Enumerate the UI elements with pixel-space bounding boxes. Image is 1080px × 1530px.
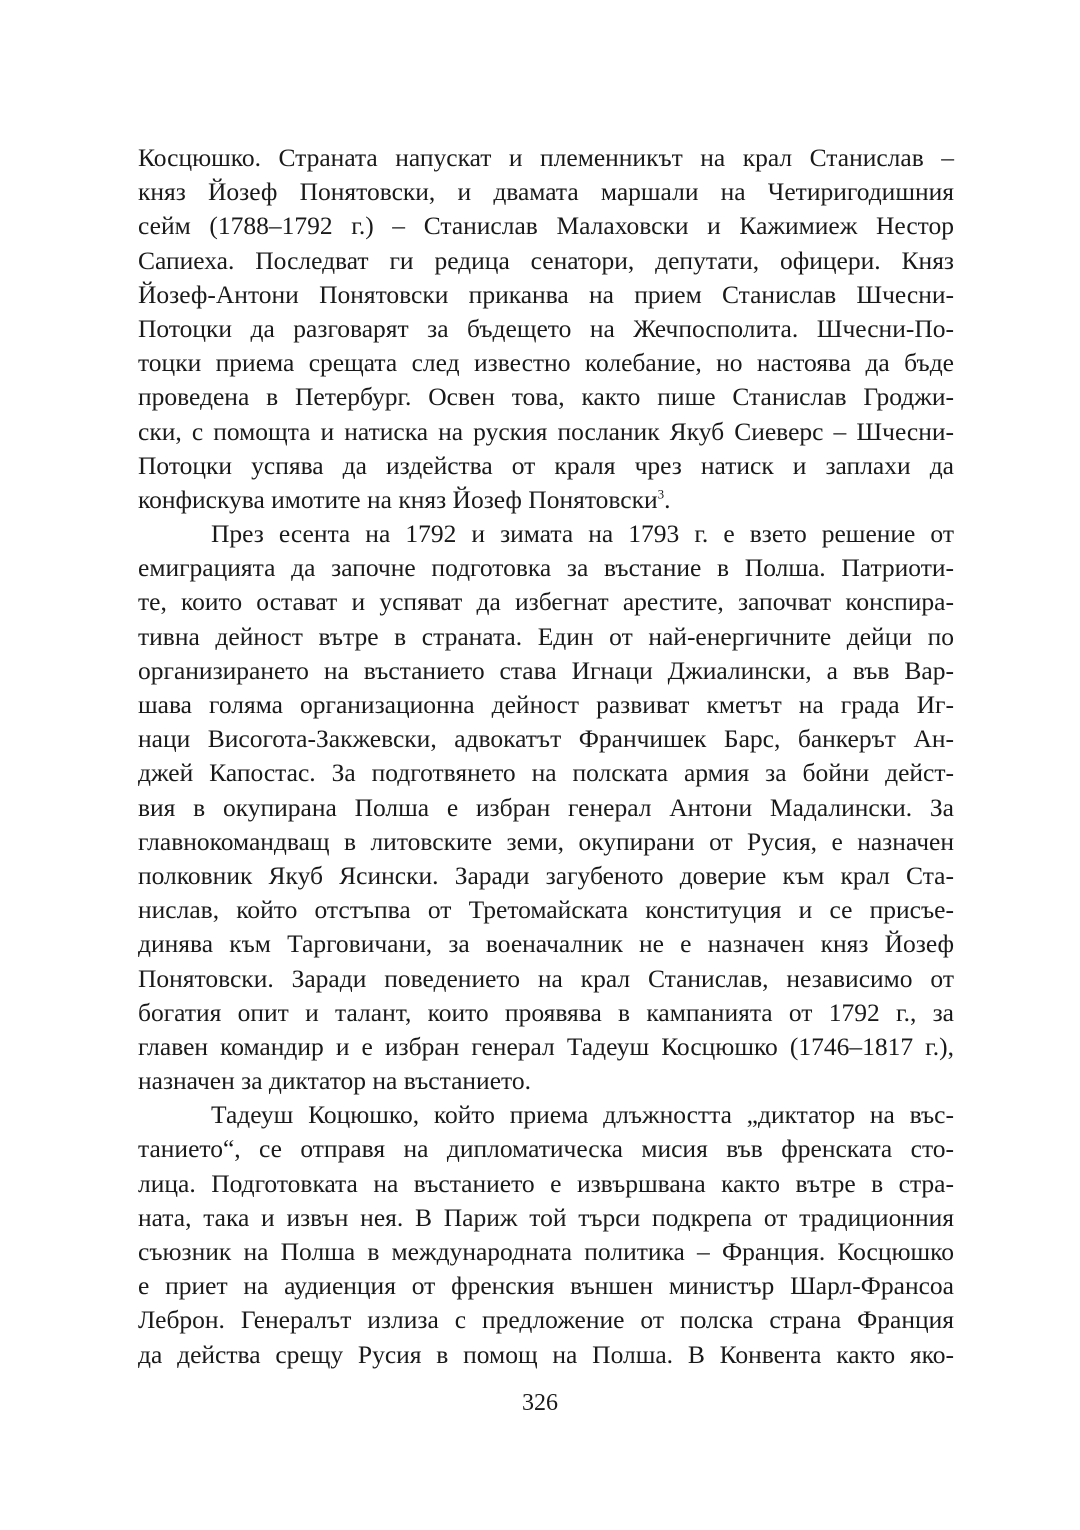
text-line: главнокомандващ в литовските земи, окупирани от Русия, е назначен (138, 826, 954, 856)
text-line: сейм (1788–1792 г.) – Станислав Малаховски и Кажимиеж Нестор (138, 211, 954, 241)
text-line: тоцки приема срещата след известно колебание, но настоява да бъде (138, 348, 954, 378)
text-line: проведена в Петербург. Освен това, както пише Станислав Гроджи- (138, 382, 954, 412)
text-line: Леброн. Генералът излиза с предложение от полска страна Франция (138, 1305, 954, 1335)
text-line: емиграцията да започне подготовка за въстание в Полша. Патриоти- (138, 553, 954, 583)
paragraph-2 (138, 517, 954, 1098)
text-line: главен командир и е избран генерал Тадеуш Косцюшко (1746–1817 г.), (138, 1031, 954, 1061)
text-line: те, които остават и успяват да избегнат арестите, започват конспира- (138, 587, 954, 617)
body-text (138, 141, 954, 1372)
text-line: вия в окупирана Полша е избран генерал Антони Мадалински. За (138, 792, 954, 822)
text-line-indented: През есента на 1792 и зимата на 1793 г. е взето решение от (211, 519, 954, 549)
text-line: организирането на въстанието става Игнаци Джиалински, а във Вар- (138, 655, 954, 685)
text-line-last (138, 483, 954, 517)
text-line: наци Висогота-Закжевски, адвокатът Франчишек Барс, банкерът Ан- (138, 724, 954, 754)
sentence-end: . (664, 484, 671, 514)
paragraph-3 (138, 1098, 954, 1372)
text-line: да действа срещу Русия в помощ на Полша. В Конвента както яко- (138, 1339, 954, 1369)
text-line: Потоцки успява да издейства от краля чрез натиск и заплахи да (138, 450, 954, 480)
text-line: динява към Тарговичани, за военачалник не е назначен княз Йозеф (138, 929, 954, 959)
text-line: богатия опит и талант, които проявява в кампанията от 1792 г., за (138, 997, 954, 1027)
text-line: лица. Подготовката на въстанието е извършвана както вътре в стра- (138, 1168, 954, 1198)
text-line: Йозеф-Антони Понятовски приканва на прием Станислав Шчесни- (138, 279, 954, 309)
text-line-content: конфискува имотите на княз Йозеф Понятовски (138, 484, 658, 514)
text-line: Косцюшко. Страната напускат и племенникът на крал Станислав – (138, 143, 954, 172)
text-line-last: назначен за диктатор на въстанието. (138, 1066, 531, 1096)
text-line: Сапиеха. Последват ги редица сенатори, депутати, офицери. Княз (138, 245, 954, 275)
page-number: 326 (522, 1390, 558, 1416)
text-line: Потоцки да разговарят за бъдещето на Жечпосполита. Шчесни-По- (138, 313, 954, 343)
text-line: княз Йозеф Понятовски, и двамата маршали на Четиригодишния (138, 177, 954, 207)
text-line-indented: Тадеуш Коцюшко, който приема длъжността „диктатор на въс- (211, 1100, 954, 1130)
text-line: ски, с помощта и натиска на руския посланик Якуб Сиеверс – Шчесни- (138, 416, 954, 446)
text-line: тивна дейност вътре в страната. Един от най-енергичните дейци по (138, 621, 954, 651)
text-line: Понятовски. Заради поведението на крал Станислав, независимо от (138, 963, 954, 993)
text-line: джей Капостас. За подготвянето на полската армия за бойни дейст- (138, 758, 954, 788)
text-line: нислав, който отстъпва от Третомайската конституция и се присъе- (138, 895, 954, 925)
text-line: ната, така и извън нея. В Париж той търси подкрепа от традиционния (138, 1202, 954, 1232)
text-line: танието“, се отправя на дипломатическа мисия във френската сто- (138, 1134, 954, 1164)
text-line: шава голяма организационна дейност развиват кметът на града Иг- (138, 690, 954, 719)
text-line: съюзник на Полша в международната политика – Франция. Косцюшко (138, 1237, 954, 1266)
text-line: полковник Якуб Ясински. Заради загубеното доверие към крал Ста- (138, 860, 954, 890)
text-line: е приет на аудиенция от френския външен министър Шарл-Франсоа (138, 1271, 954, 1301)
paragraph-1 (138, 141, 954, 517)
footnote-reference[interactable]: 3 (657, 486, 665, 502)
